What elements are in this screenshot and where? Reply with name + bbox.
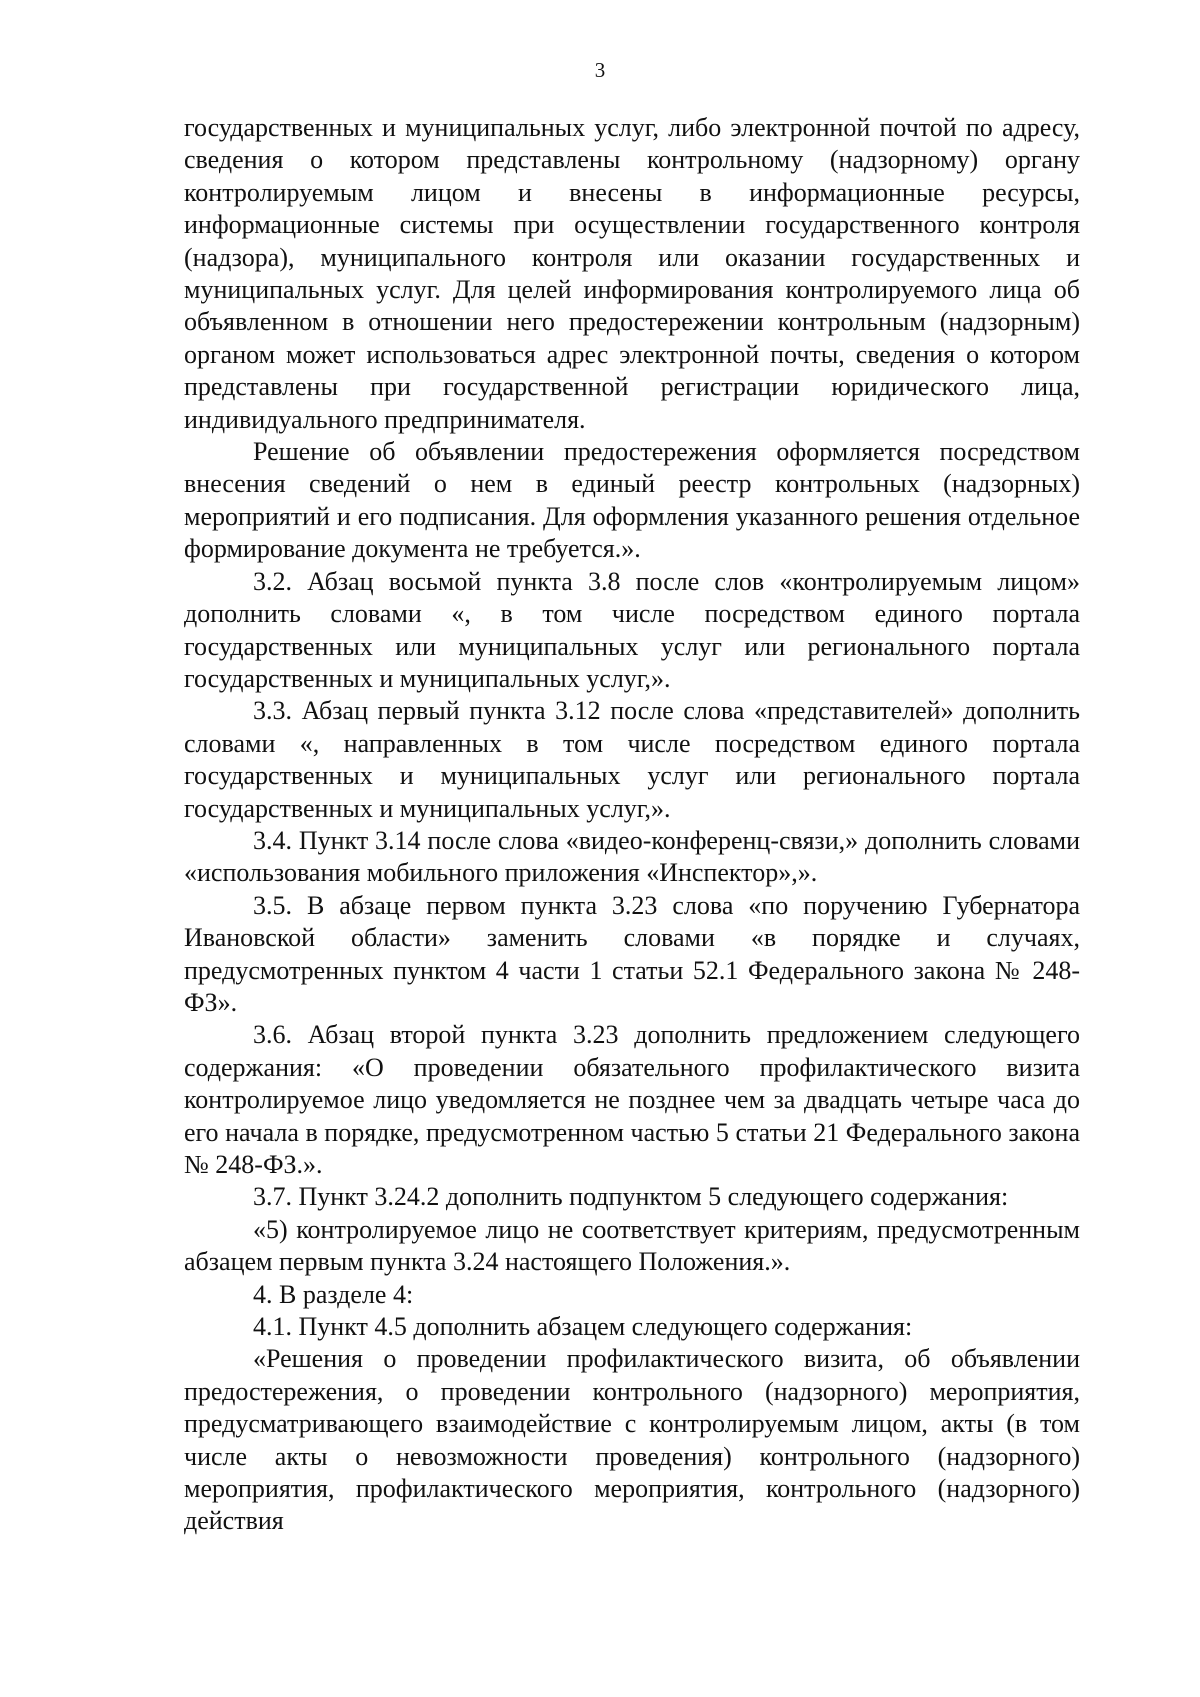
paragraph-3-7: 3.7. Пункт 3.24.2 дополнить подпунктом 5 следующего содержания: <box>253 1182 1009 1212</box>
paragraph-3-4: 3.4. Пункт 3.14 после слова «видео-конференц-связи,» дополнить словами «использования мобильного приложения «Инспектор»,». <box>184 825 1080 888</box>
document-body <box>184 112 1080 1538</box>
page-number: 3 <box>594 58 606 82</box>
paragraph-4-1: 4.1. Пункт 4.5 дополнить абзацем следующего содержания: <box>253 1312 913 1342</box>
paragraph-continuation: государственных и муниципальных услуг, либо электронной почтой по адресу, сведения о котором представлены контрольному (надзорному) органу контролируемым лицом и внесены в информационные ресурсы, информационные системы при осуществлении государственного контроля (надзора), муниципального контроля или оказании государственных и муниципальных услуг. Для целей информирования контролируемого лица об объявленном в отношении него предостережении контрольным (надзорным) органом может использоваться адрес электронной почты, сведения о котором представлены при государственной регистрации юридического лица, индивидуального предпринимателя. <box>184 113 1080 434</box>
paragraph-3-2: 3.2. Абзац восьмой пункта 3.8 после слов «контролируемым лицом» дополнить словами «, в том числе посредством единого портала государственных или муниципальных услуг или регионального портала государственных и муниципальных услуг,». <box>184 566 1080 693</box>
paragraph-3-3: 3.3. Абзац первый пункта 3.12 после слова «представителей» дополнить словами «, направленных в том числе посредством единого портала государственных и муниципальных услуг или регионального портала государственных и муниципальных услуг,». <box>184 696 1080 823</box>
paragraph-3-6: 3.6. Абзац второй пункта 3.23 дополнить предложением следующего содержания: «О проведении обязательного профилактического визита контролируемое лицо уведомляется не позднее чем за двадцать четыре часа до его начала в порядке, предусмотренном частью 5 статьи 21 Федерального закона № 248-ФЗ.». <box>184 1020 1080 1179</box>
paragraph-section-4: 4. В разделе 4: <box>253 1279 414 1309</box>
paragraph-3-5: 3.5. В абзаце первом пункта 3.23 слова «по поручению Губернатора Ивановской области» заменить словами «в порядке и случаях, предусмотренных пунктом 4 части 1 статьи 52.1 Федерального закона № 248-ФЗ». <box>184 890 1080 1017</box>
paragraph-decisions-quote: «Решения о проведении профилактического визита, об объявлении предостережения, о проведении контрольного (надзорного) мероприятия, предусматривающего взаимодействие с контролируемым лицом, акты (в том числе акты о невозможности проведения) контрольного (надзорного) мероприятия, профилактического мероприятия, контрольного (надзорного) действия <box>184 1344 1080 1536</box>
paragraph-decision: Решение об объявлении предостережения оформляется посредством внесения сведений о нем в единый реестр контрольных (надзорных) мероприятий и его подписания. Для оформления указанного решения отдельное формирование документа не требуется.». <box>184 437 1080 564</box>
paragraph-subitem-5: «5) контролируемое лицо не соответствует критериям, предусмотренным абзацем первым пункта 3.24 настоящего Положения.». <box>184 1214 1080 1277</box>
